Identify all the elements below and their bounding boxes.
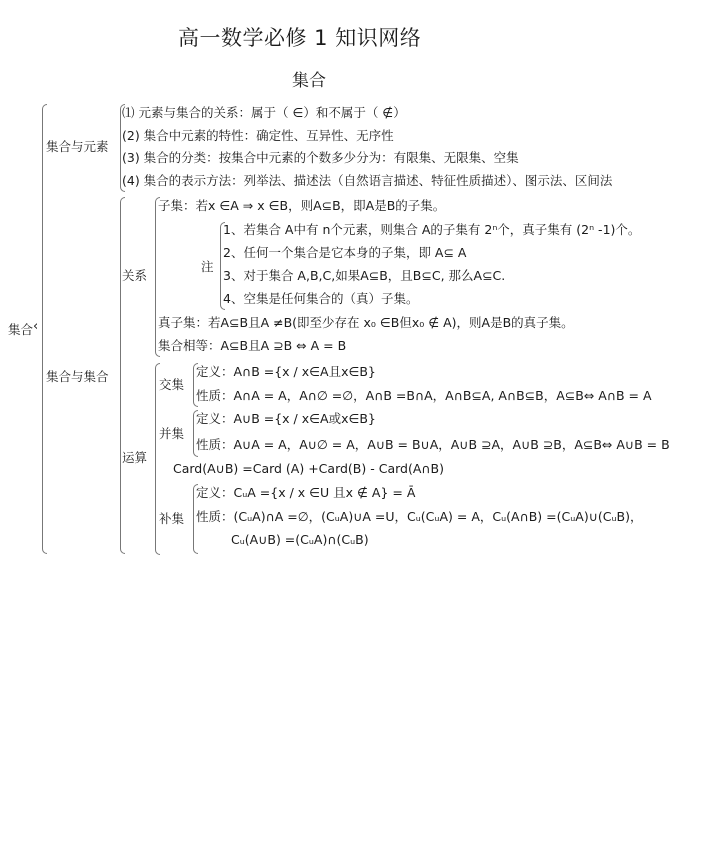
union-label: 并集 [159, 426, 185, 441]
relation-label: 关系 [122, 268, 148, 283]
root-bracket [42, 104, 47, 554]
intersection-properties: 性质：A∩A = A，A∩∅ =∅，A∩B =B∩A，A∩B⊆A, A∩B⊆B，A⊆B⇔ A∩B = A [196, 388, 652, 403]
element-item-3: (3) 集合的分类：按集合中元素的个数多少分为：有限集、无限集、空集 [122, 150, 519, 165]
element-item-2: (2) 集合中元素的特性：确定性、互异性、无序性 [122, 128, 394, 143]
note-1: 1、若集合 A中有 n个元素，则集合 A的子集有 2ⁿ个，真子集有 (2ⁿ -1)个。 [223, 222, 641, 237]
section-title: 集合 [292, 71, 326, 91]
note-3: 3、对于集合 A,B,C,如果A⊆B，且B⊆C, 那么A⊆C. [223, 268, 506, 283]
branch-label-sets: 集合与集合 [46, 369, 109, 384]
element-item-4: (4) 集合的表示方法：列举法、描述法（自然语言描述、特征性质描述）、图示法、区间法 [122, 173, 613, 188]
note-4: 4、空集是任何集合的（真）子集。 [223, 291, 419, 306]
root-label: 集合 [8, 322, 34, 337]
union-definition: 定义：A∪B ={x / x∈A或x∈B} [196, 411, 376, 426]
element-item-1: ⑴ 元素与集合的关系：属于（ ∈）和不属于（ ∉） [122, 105, 406, 120]
set-equality: 集合相等：A⊆B且A ⊇B ⇔ A = B [158, 338, 347, 353]
intersection-label: 交集 [159, 377, 185, 392]
union-properties: 性质：A∪A = A，A∪∅ = A，A∪B = B∪A，A∪B ⊇A，A∪B ⊇B，A⊆B⇔ A∪B = B [196, 437, 670, 452]
brace-tip: ‹ [33, 319, 39, 334]
subset-definition: 子集：若x ∈A ⇒ x ∈B，则A⊆B，即A是B的子集。 [158, 198, 446, 213]
relation-bracket [155, 197, 160, 357]
note-label: 注 [201, 259, 214, 274]
intersection-definition: 定义：A∩B ={x / x∈A且x∈B} [196, 364, 376, 379]
complement-properties-1: 性质：(CᵤA)∩A =∅，(CᵤA)∪A =U，Cᵤ(CᵤA) = A，Cᵤ(A∩B) =(CᵤA)∪(CᵤB)， [196, 509, 643, 524]
complement-definition: 定义：CᵤA ={x / x ∈U 且x ∉ A} = Ā [196, 485, 416, 500]
note-2: 2、任何一个集合是它本身的子集，即 A⊆ A [223, 245, 467, 260]
complement-properties-2: Cᵤ(A∪B) =(CᵤA)∩(CᵤB) [231, 532, 369, 547]
complement-label: 补集 [159, 511, 185, 526]
operation-label: 运算 [122, 450, 148, 465]
cardinality-formula: Card(A∪B) =Card (A) +Card(B) - Card(A∩B) [173, 461, 444, 476]
proper-subset-definition: 真子集：若A⊆B且A ≠B(即至少存在 x₀ ∈B但x₀ ∉ A)，则A是B的真子集。 [158, 315, 574, 330]
document-title: 高一数学必修 1 知识网络 [178, 26, 422, 50]
branch-label-elements: 集合与元素 [46, 139, 109, 154]
sets-bracket [120, 197, 125, 554]
